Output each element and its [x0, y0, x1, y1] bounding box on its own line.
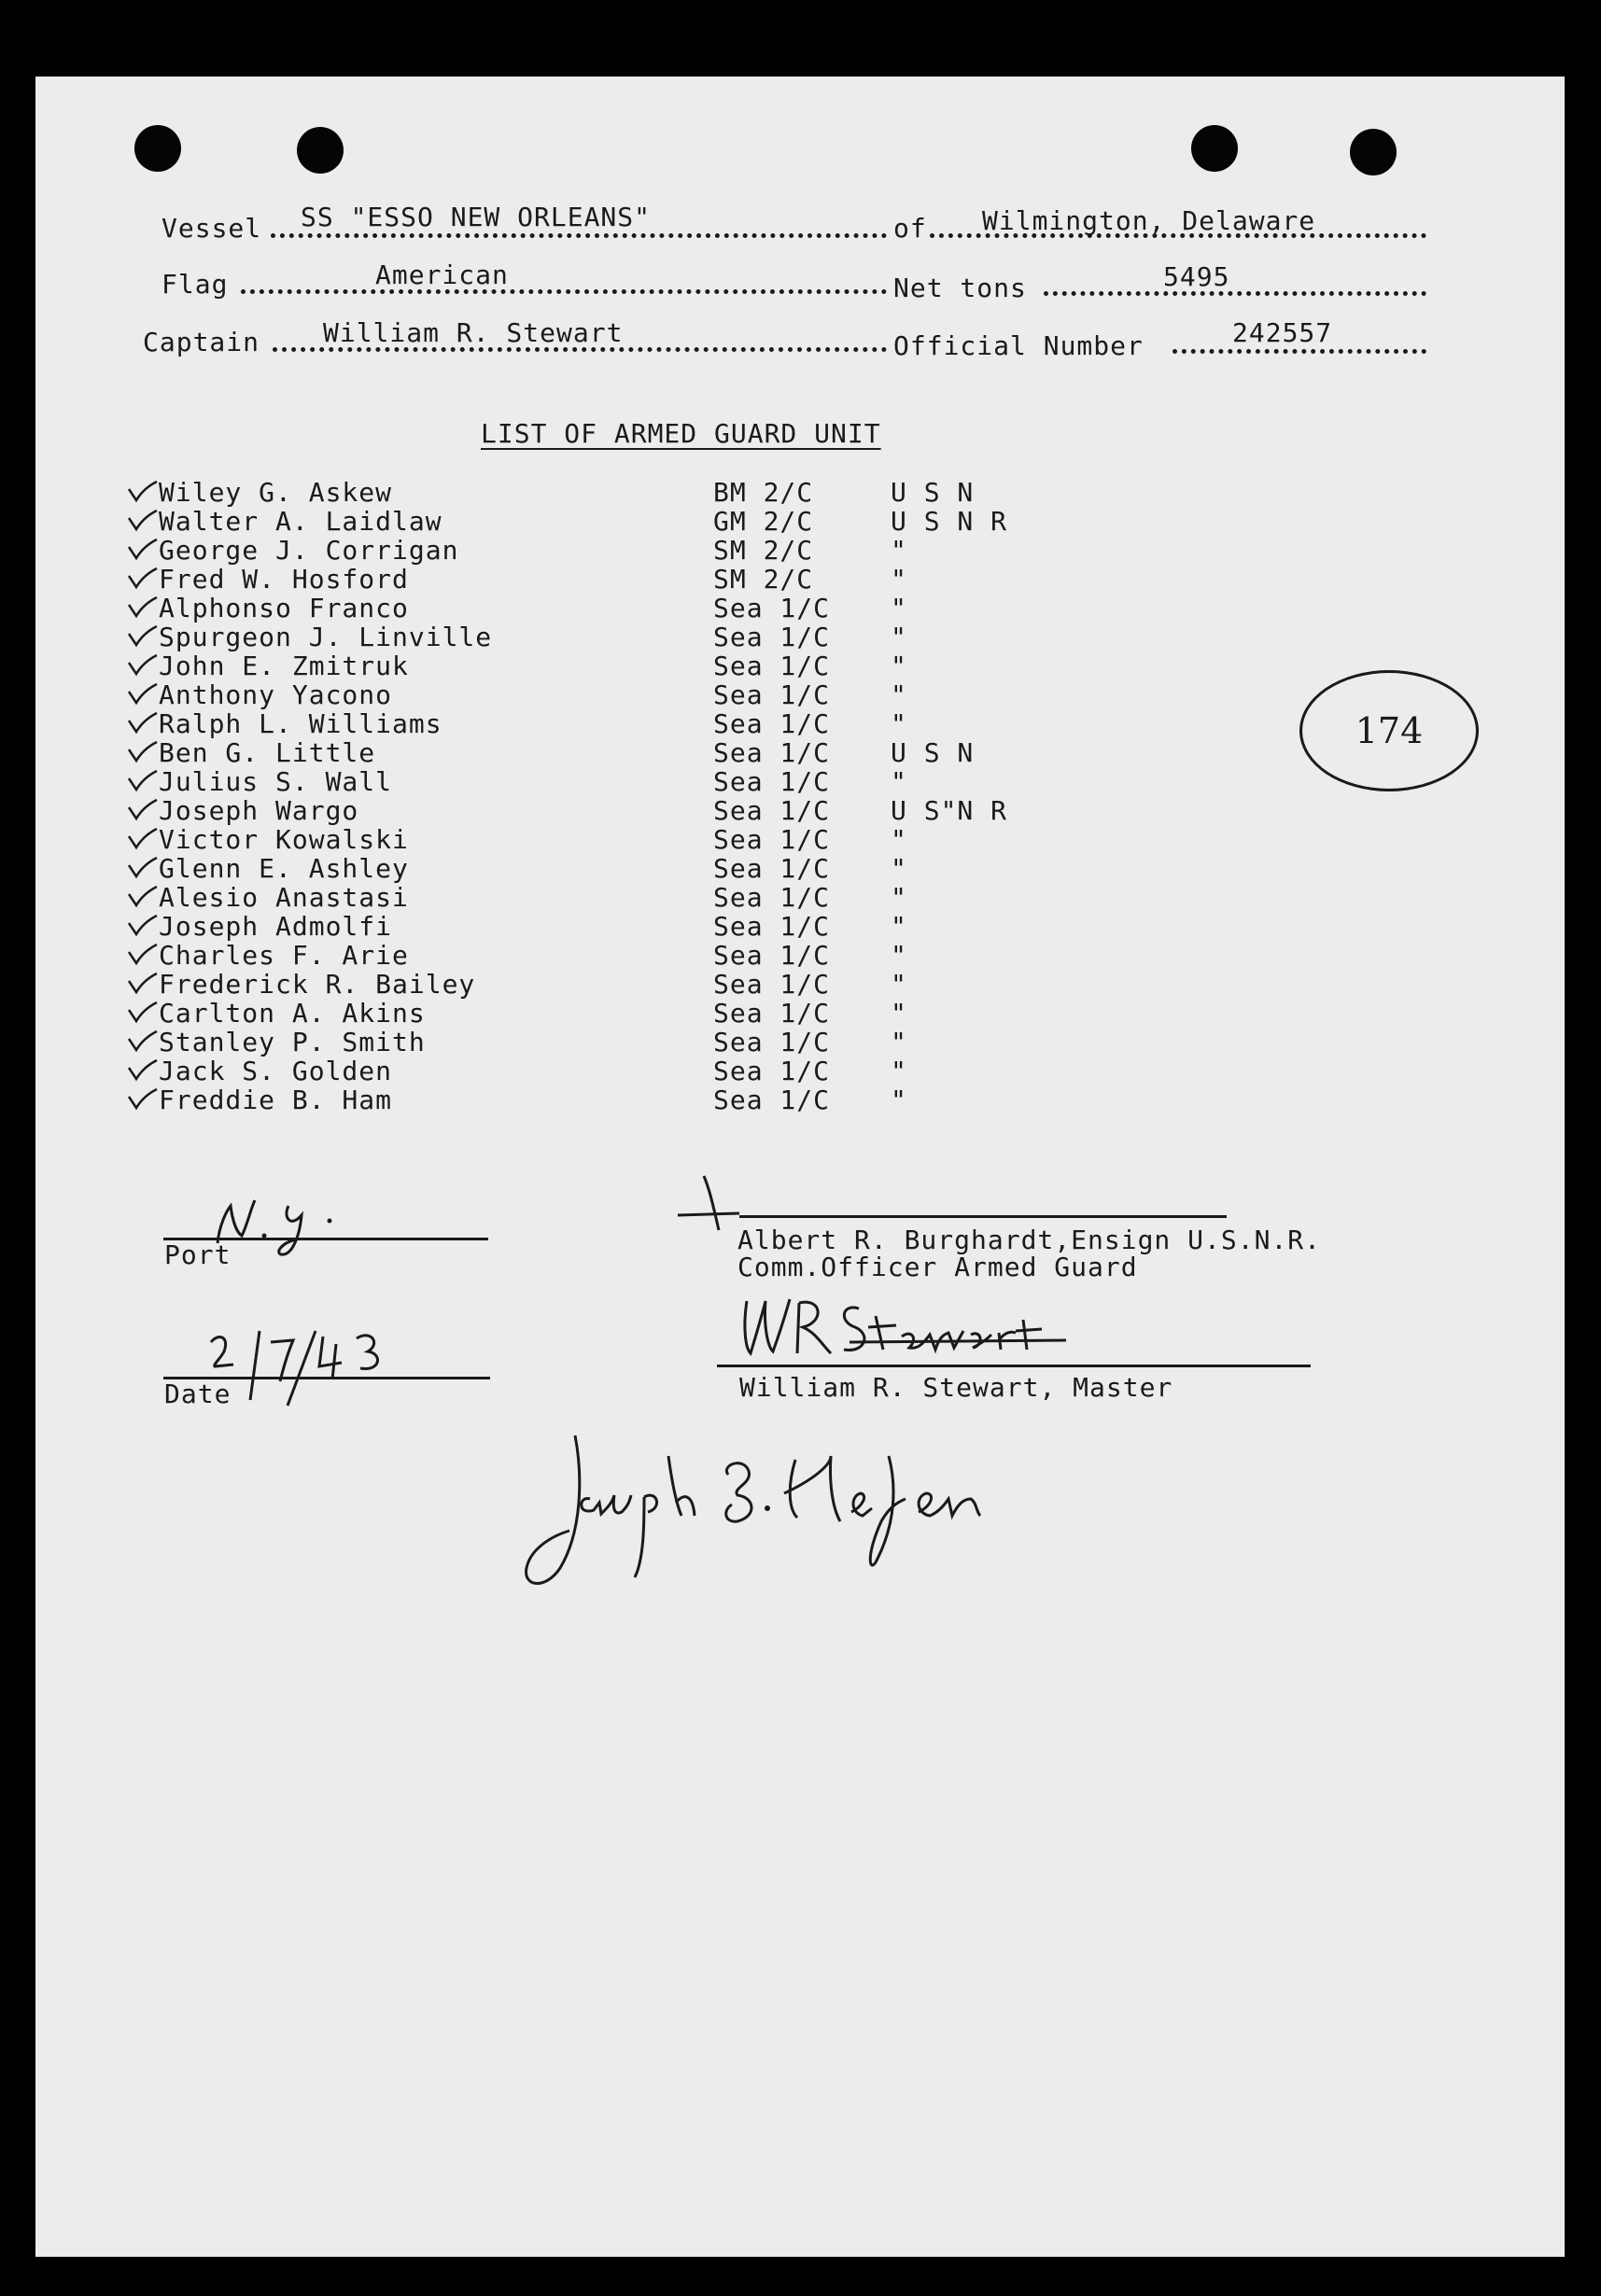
crew-name: Jack S. Golden: [159, 1056, 393, 1086]
check-mark-icon: [127, 769, 159, 799]
crew-rate: Sea 1/C: [713, 882, 831, 913]
check-mark-icon: [127, 1058, 159, 1088]
port-of-registry: Wilmington, Delaware: [982, 205, 1316, 236]
check-mark-icon: [127, 1001, 159, 1030]
check-mark-icon: [127, 653, 159, 683]
check-mark-icon: [127, 711, 159, 741]
crew-branch: U S N R: [891, 506, 1008, 537]
punch-hole: [297, 127, 344, 174]
punch-hole: [1191, 125, 1238, 172]
master-name: William R. Stewart, Master: [739, 1372, 1173, 1403]
crew-rate: Sea 1/C: [713, 911, 831, 942]
crew-branch: ": [891, 911, 907, 942]
crew-name: Spurgeon J. Linville: [159, 622, 493, 652]
crew-rate: Sea 1/C: [713, 737, 831, 768]
master-signature: [719, 1288, 1092, 1372]
handwritten-signature: [504, 1419, 1036, 1605]
stamp-number: 174: [1355, 710, 1424, 751]
crew-branch: ": [891, 1027, 907, 1057]
crew-branch: ": [891, 679, 907, 710]
crew-branch: ": [891, 564, 907, 595]
official-number-label: Official Number: [893, 330, 1144, 361]
flag-dots: [241, 289, 887, 294]
net-tons-label: Net tons: [893, 273, 1027, 303]
officer-signature-line: [739, 1215, 1227, 1218]
vessel-dots: [271, 233, 887, 238]
crew-rate: Sea 1/C: [713, 1056, 831, 1086]
crew-branch: ": [891, 998, 907, 1029]
date-handwriting: [205, 1325, 420, 1409]
port-label: Port: [164, 1239, 232, 1270]
crew-rate: Sea 1/C: [713, 622, 831, 652]
check-mark-icon: [127, 943, 159, 973]
crew-rate: Sea 1/C: [713, 593, 831, 623]
crew-rate: SM 2/C: [713, 564, 814, 595]
check-mark-icon: [127, 856, 159, 886]
crew-branch: ": [891, 853, 907, 884]
check-mark-icon: [127, 1087, 159, 1117]
document-page: [35, 77, 1565, 2257]
page-number-stamp: [1299, 670, 1479, 791]
crew-name: Victor Kowalski: [159, 824, 409, 855]
crew-rate: Sea 1/C: [713, 940, 831, 971]
crew-name: George J. Corrigan: [159, 535, 459, 566]
check-mark-icon: [127, 1029, 159, 1059]
crew-name: Julius S. Wall: [159, 766, 393, 797]
crew-rate: Sea 1/C: [713, 1027, 831, 1057]
crew-branch: ": [891, 622, 907, 652]
crew-name: Carlton A. Akins: [159, 998, 426, 1029]
crew-branch: ": [891, 1056, 907, 1086]
net-tons-value: 5495: [1163, 261, 1230, 292]
crew-name: Wiley G. Askew: [159, 477, 393, 508]
date-label: Date: [164, 1379, 232, 1409]
crew-rate: Sea 1/C: [713, 824, 831, 855]
crew-branch: U S N: [891, 737, 975, 768]
crew-name: Alphonso Franco: [159, 593, 409, 623]
crew-name: Alesio Anastasi: [159, 882, 409, 913]
net-tons-dots: [1044, 291, 1426, 296]
crew-name: Frederick R. Bailey: [159, 969, 476, 1000]
crew-branch: ": [891, 940, 907, 971]
check-mark-icon: [127, 567, 159, 596]
crew-branch: ": [891, 882, 907, 913]
check-mark-icon: [127, 798, 159, 828]
crew-rate: GM 2/C: [713, 506, 814, 537]
crew-rate: Sea 1/C: [713, 766, 831, 797]
check-mark-icon: [127, 740, 159, 770]
check-mark-icon: [127, 538, 159, 567]
officer-title: Comm.Officer Armed Guard: [737, 1252, 1138, 1282]
check-mark-icon: [127, 972, 159, 1001]
check-mark-icon: [127, 595, 159, 625]
crew-name: Charles F. Arie: [159, 940, 409, 971]
crew-name: Ben G. Little: [159, 737, 376, 768]
crew-rate: SM 2/C: [713, 535, 814, 566]
crew-branch: ": [891, 766, 907, 797]
captain-label: Captain: [143, 327, 260, 357]
crew-rate: Sea 1/C: [713, 651, 831, 681]
officer-name: Albert R. Burghardt,Ensign U.S.N.R.: [737, 1225, 1322, 1255]
crew-rate: Sea 1/C: [713, 1085, 831, 1115]
master-signature-line: [717, 1365, 1311, 1367]
crew-name: Walter A. Laidlaw: [159, 506, 442, 537]
crew-name: Glenn E. Ashley: [159, 853, 409, 884]
crew-rate: Sea 1/C: [713, 998, 831, 1029]
crew-branch: ": [891, 593, 907, 623]
page-title: LIST OF ARMED GUARD UNIT: [481, 418, 881, 449]
check-mark-icon: [127, 624, 159, 654]
flag-label: Flag: [162, 269, 229, 300]
crew-name: Freddie B. Ham: [159, 1085, 393, 1115]
crew-name: Fred W. Hosford: [159, 564, 409, 595]
crew-branch: ": [891, 1085, 907, 1115]
check-mark-icon: [127, 682, 159, 712]
check-mark-icon: [127, 885, 159, 915]
crew-branch: ": [891, 651, 907, 681]
check-mark-icon: [127, 914, 159, 944]
crew-name: Joseph Wargo: [159, 795, 359, 826]
crew-name: Ralph L. Williams: [159, 708, 442, 739]
punch-hole: [134, 125, 181, 172]
crew-name: Stanley P. Smith: [159, 1027, 426, 1057]
official-number-value: 242557: [1232, 317, 1333, 348]
crew-rate: BM 2/C: [713, 477, 814, 508]
of-label: of: [893, 213, 927, 244]
crew-rate: Sea 1/C: [713, 969, 831, 1000]
check-mark-icon: [127, 827, 159, 857]
crew-rate: Sea 1/C: [713, 795, 831, 826]
crew-rate: Sea 1/C: [713, 708, 831, 739]
crew-branch: U S N: [891, 477, 975, 508]
check-mark-icon: [127, 509, 159, 539]
crew-branch: ": [891, 708, 907, 739]
official-number-dots: [1173, 349, 1426, 354]
port-handwriting: [210, 1187, 359, 1262]
vessel-name: SS "ESSO NEW ORLEANS": [301, 202, 652, 232]
crew-branch: ": [891, 824, 907, 855]
crew-branch: ": [891, 535, 907, 566]
crew-name: John E. Zmitruk: [159, 651, 409, 681]
crew-branch: U S"N R: [891, 795, 1008, 826]
captain-name: William R. Stewart: [323, 317, 624, 348]
punch-hole: [1350, 129, 1397, 175]
crew-rate: Sea 1/C: [713, 853, 831, 884]
crew-name: Anthony Yacono: [159, 679, 393, 710]
vessel-label: Vessel: [162, 213, 262, 244]
crew-name: Joseph Admolfi: [159, 911, 393, 942]
crew-rate: Sea 1/C: [713, 679, 831, 710]
crew-branch: ": [891, 969, 907, 1000]
flag-value: American: [375, 259, 509, 290]
check-mark-icon: [127, 480, 159, 510]
